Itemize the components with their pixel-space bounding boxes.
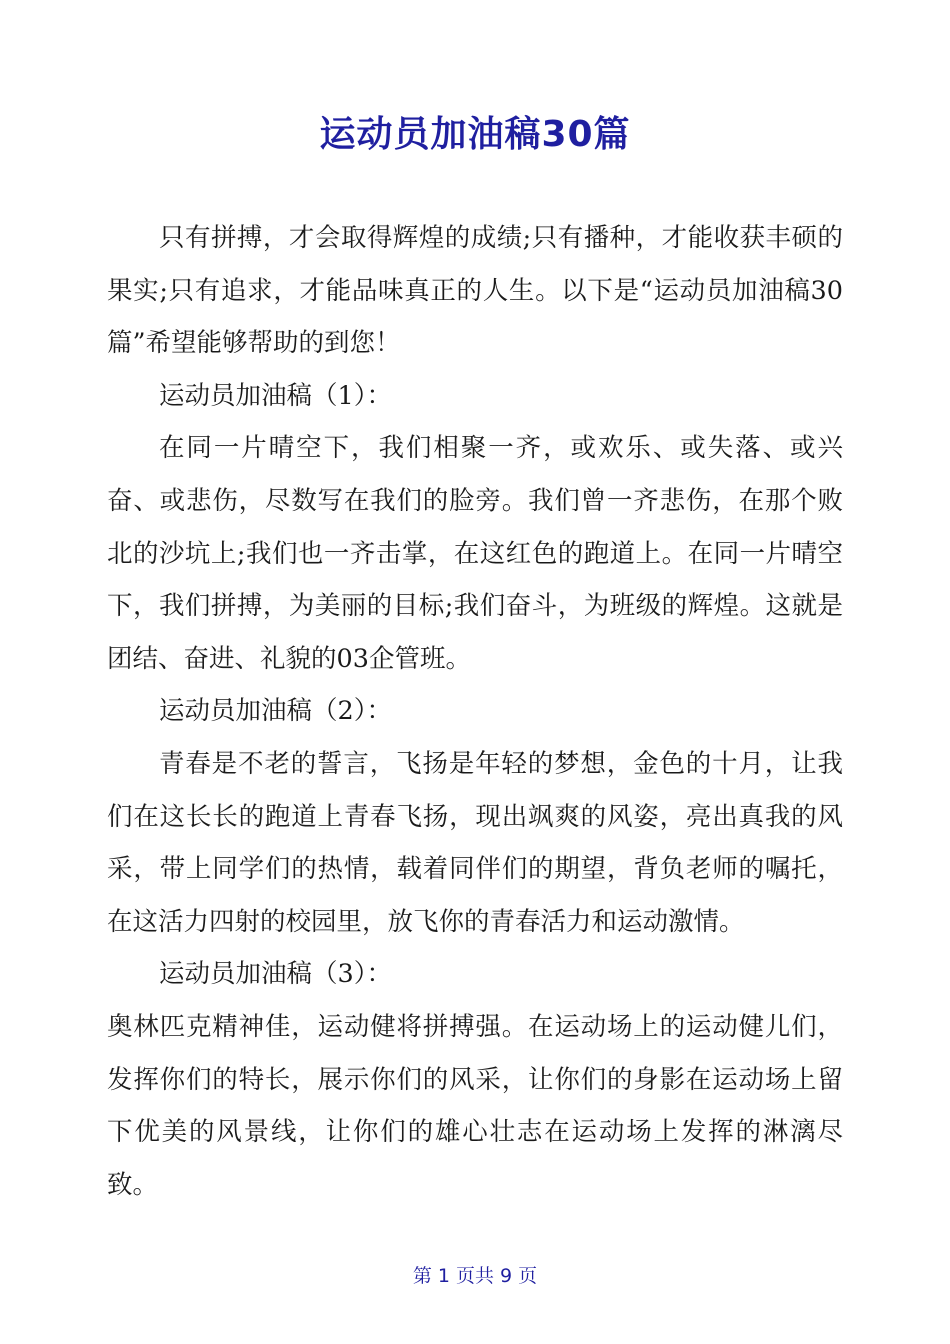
section-paragraph-2: 青春是不老的誓言，飞扬是年轻的梦想，金色的十月，让我们在这长长的跑道上青春飞扬，现出飒爽的风姿，亮出真我的风采，带上同学们的热情，载着同伴们的期望，背负老师的嘱托，在这活力四射的校园里，放飞你的青春活力和运动激情。 [107,748,843,937]
section-paragraph-1: 在同一片晴空下，我们相聚一齐，或欢乐、或失落、或兴奋、或悲伤，尽数写在我们的脸旁。我们曾一齐悲伤，在那个败北的沙坑上;我们也一齐击掌，在这红色的跑道上。在同一片晴空下，我们拼搏，为美丽的目标;我们奋斗，为班级的辉煌。这就是团结、奋进、礼貌的03企管班。 [107,433,843,674]
document-body [107,212,843,1211]
section-heading-2: 运动员加油稿（2）： [159,696,392,727]
section-heading-1: 运动员加油稿（1）： [159,380,392,411]
document-title: 运动员加油稿30篇 [319,114,631,155]
section-heading-3: 运动员加油稿（3）： [159,959,392,990]
intro-paragraph: 只有拼搏，才会取得辉煌的成绩;只有播种，才能收获丰硕的果实;只有追求，才能品味真正的人生。以下是“运动员加油稿30篇”希望能够帮助的到您！ [107,223,843,359]
section-paragraph-3: 奥林匹克精神佳，运动健将拼搏强。在运动场上的运动健儿们，发挥你们的特长，展示你们的风采，让你们的身影在运动场上留下优美的风景线，让你们的雄心壮志在运动场上发挥的淋漓尽致。 [107,1011,843,1200]
page-number-footer: 第 1 页共 9 页 [412,1265,538,1287]
